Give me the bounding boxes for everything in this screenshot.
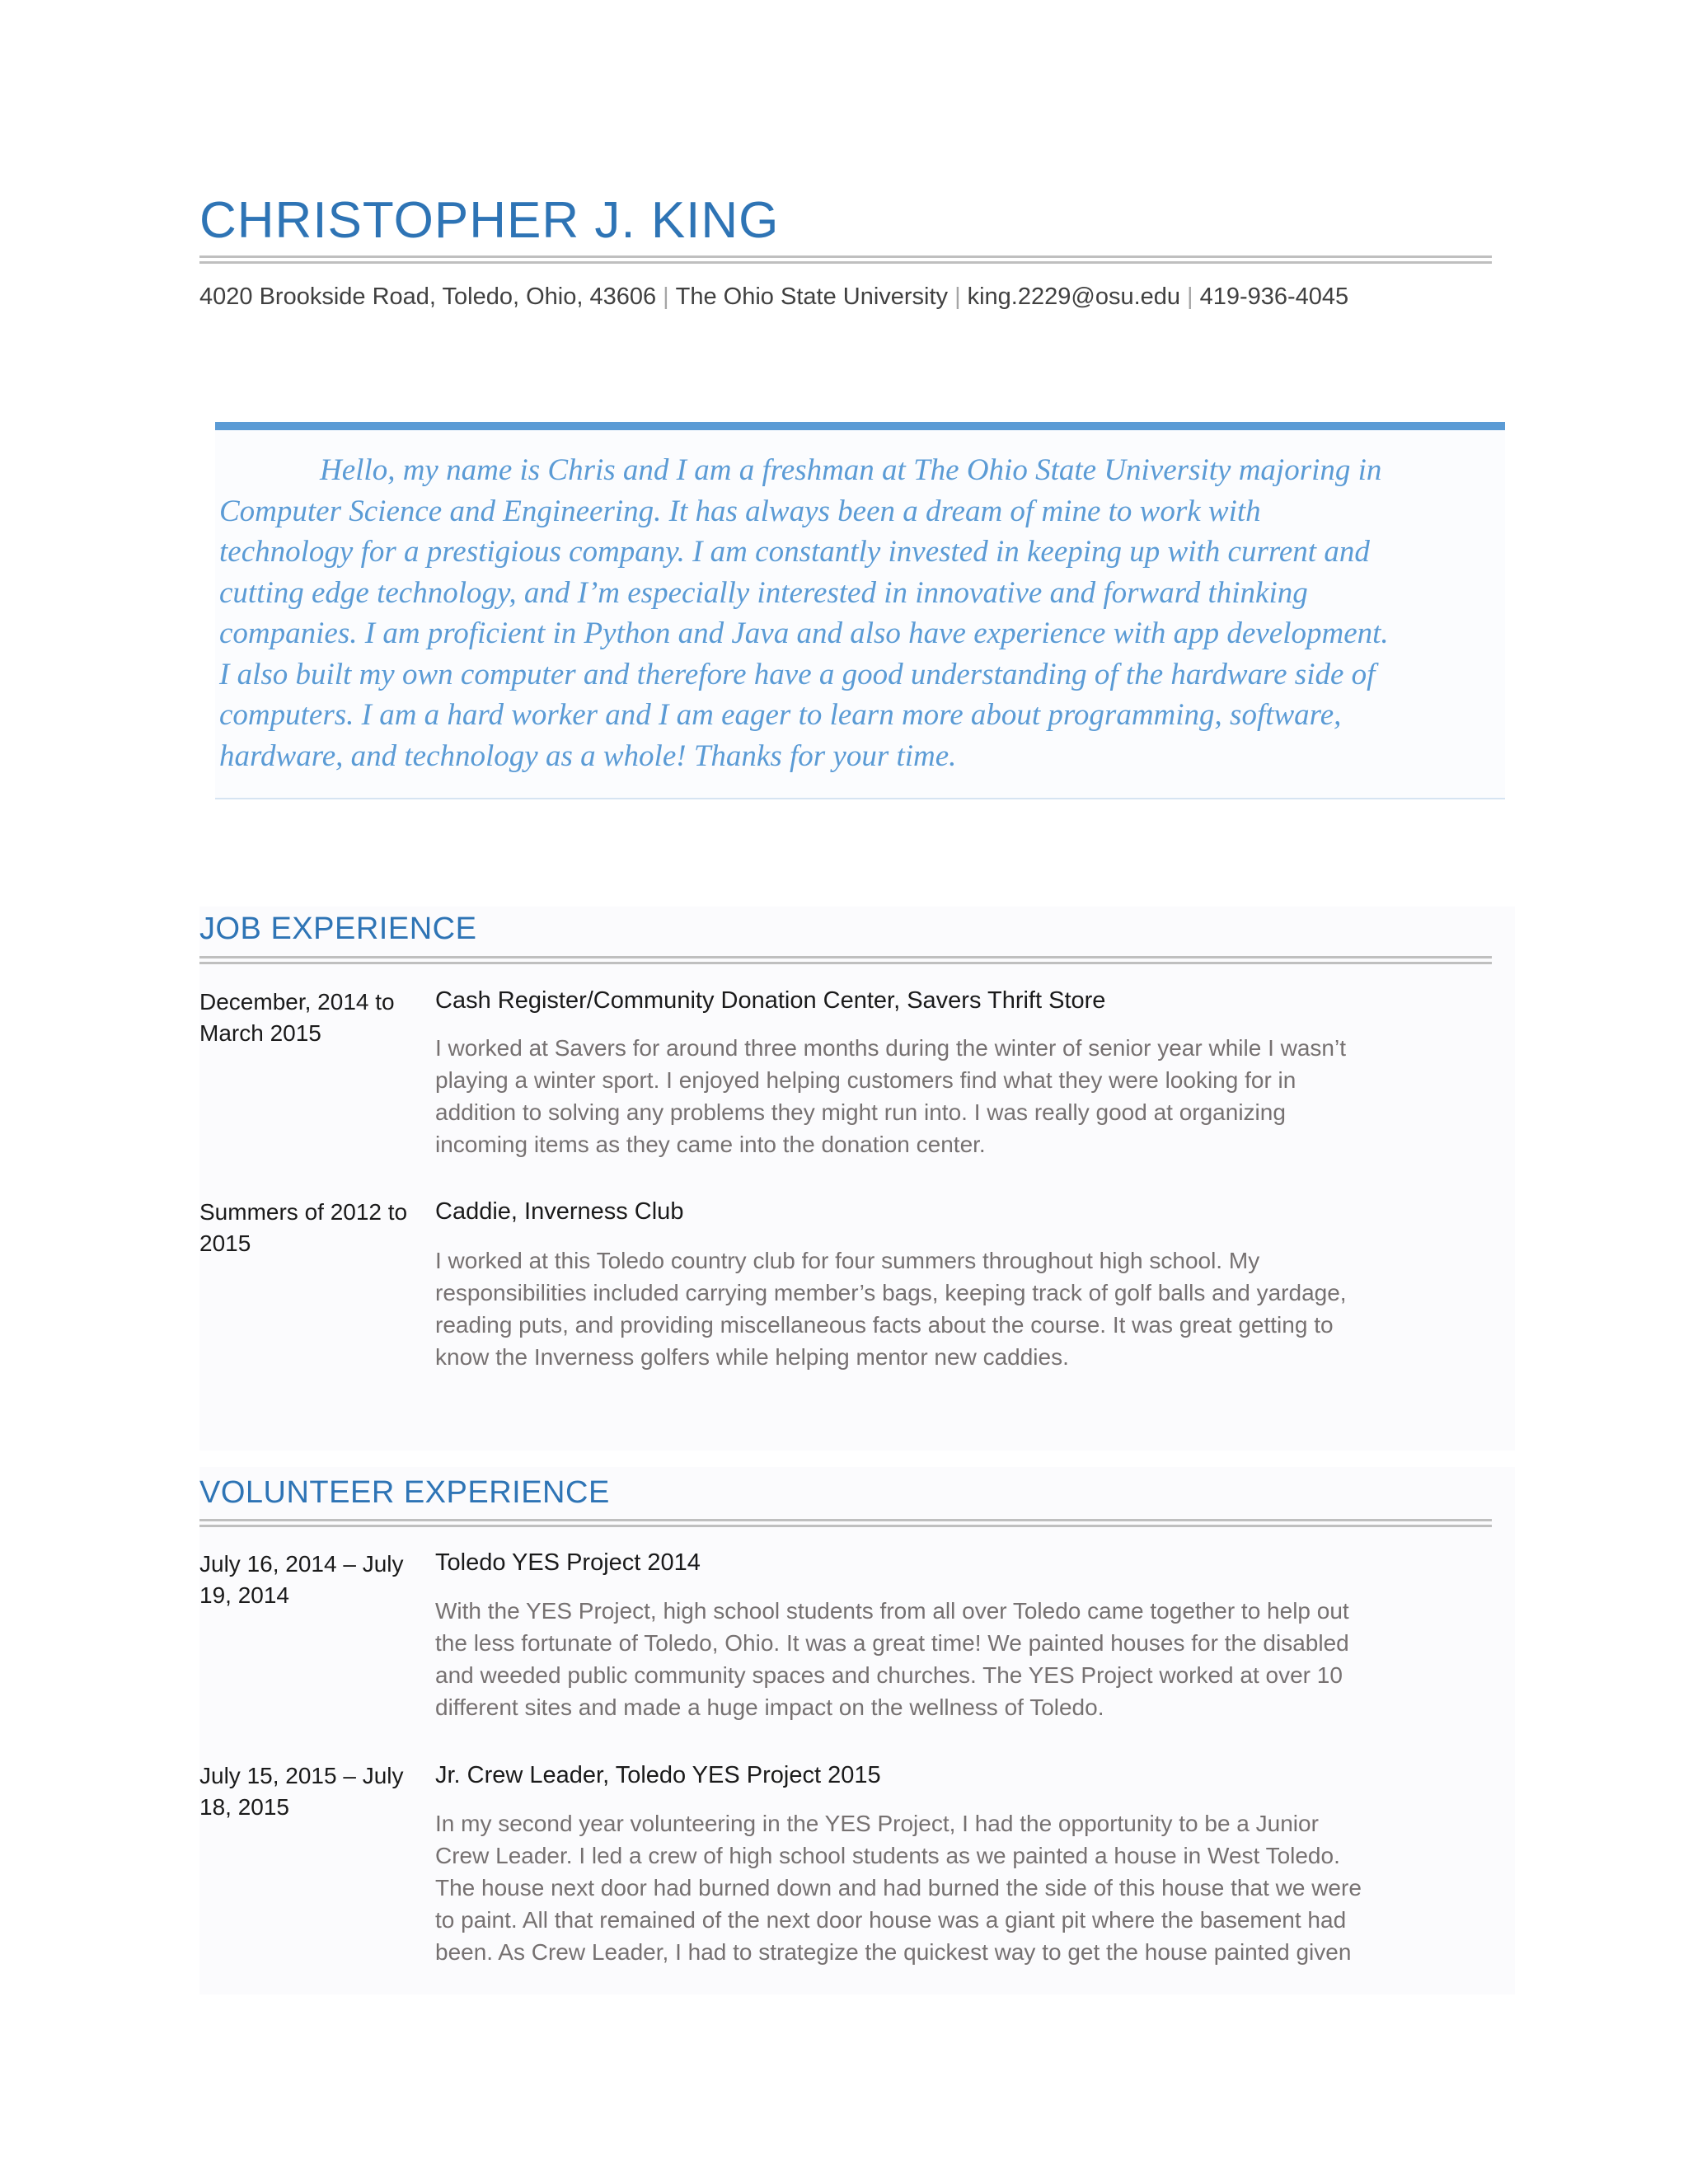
intro-line: companies. I am proficient in Python and Java and also have experience with app development. — [219, 616, 1389, 650]
contact-address: 4020 Brookside Road, Toledo, Ohio, 43606 — [199, 284, 657, 310]
volunteer-date — [199, 1549, 422, 1611]
intro-line: computers. I am a hard worker and I am eager to learn more about programming, software, — [219, 698, 1342, 732]
volunteer-section-divider — [199, 1519, 1492, 1527]
contact-line — [199, 284, 1348, 311]
job-title: Cash Register/Community Donation Center, Savers Thrift Store — [435, 987, 1106, 1014]
job-section-divider — [199, 956, 1492, 964]
desc-line: incoming items as they came into the donation center. — [435, 1132, 986, 1157]
contact-separator: | — [663, 284, 669, 310]
desc-line: I worked at this Toledo country club for four summers throughout high school. My — [435, 1248, 1260, 1273]
resume-name: CHRISTOPHER J. KING — [199, 192, 780, 249]
date-line: July 15, 2015 – July — [199, 1763, 404, 1788]
intro-line: cutting edge technology, and I’m especially interested in innovative and forward thinking — [219, 575, 1308, 610]
desc-line: responsibilities included carrying member’s bags, keeping track of golf balls and yardage, — [435, 1280, 1347, 1305]
intro-line: technology for a prestigious company. I am constantly invested in keeping up with current and — [219, 535, 1370, 569]
intro-line: I also built my own computer and therefore have a good understanding of the hardware side of — [219, 657, 1376, 691]
volunteer-title: Jr. Crew Leader, Toledo YES Project 2015 — [435, 1762, 881, 1788]
contact-school: The Ohio State University — [675, 284, 949, 310]
desc-line: Crew Leader. I led a crew of high school students as we painted a house in West Toledo. — [435, 1843, 1340, 1868]
job-date — [199, 1197, 422, 1259]
date-line: July 16, 2014 – July — [199, 1551, 404, 1577]
desc-line: The house next door had burned down and had burned the side of this house that we were — [435, 1875, 1362, 1900]
contact-separator: | — [1187, 284, 1193, 310]
date-line: Summers of 2012 to — [199, 1199, 408, 1225]
intro-line: hardware, and technology as a whole! Thanks for your time. — [219, 738, 957, 773]
intro-line: Computer Science and Engineering. It has always been a dream of mine to work with — [219, 494, 1261, 528]
date-line: 19, 2014 — [199, 1582, 289, 1608]
contact-phone: 419-936-4045 — [1199, 284, 1349, 310]
date-line: March 2015 — [199, 1020, 321, 1046]
desc-line: In my second year volunteering in the YES Project, I had the opportunity to be a Junior — [435, 1811, 1319, 1836]
intro-accent-bar — [215, 422, 1505, 430]
desc-line: playing a winter sport. I enjoyed helping customers find what they were looking for in — [435, 1067, 1296, 1093]
desc-line: reading puts, and providing miscellaneous facts about the course. It was great getting to — [435, 1312, 1334, 1338]
header-divider — [199, 255, 1492, 264]
job-experience-heading: JOB EXPERIENCE — [199, 912, 477, 946]
date-line: December, 2014 to — [199, 989, 395, 1015]
date-line: 18, 2015 — [199, 1794, 289, 1820]
date-line: 2015 — [199, 1230, 251, 1256]
desc-line: and weeded public community spaces and churches. The YES Project worked at over 10 — [435, 1662, 1343, 1688]
volunteer-experience-heading: VOLUNTEER EXPERIENCE — [199, 1475, 610, 1510]
desc-line: addition to solving any problems they might run into. I was really good at organizing — [435, 1099, 1286, 1125]
job-description — [435, 1244, 1441, 1373]
intro-paragraph — [219, 450, 1505, 776]
volunteer-description — [435, 1595, 1441, 1723]
volunteer-date — [199, 1760, 422, 1823]
desc-line: been. As Crew Leader, I had to strategize the quickest way to get the house painted given — [435, 1939, 1352, 1965]
job-title: Caddie, Inverness Club — [435, 1198, 684, 1225]
intro-line: Hello, my name is Chris and I am a freshman at The Ohio State University majoring in — [320, 453, 1382, 487]
desc-line: With the YES Project, high school students from all over Toledo came together to help out — [435, 1598, 1349, 1624]
job-date — [199, 987, 422, 1049]
contact-email[interactable]: king.2229@osu.edu — [967, 284, 1181, 310]
desc-line: know the Inverness golfers while helping mentor new caddies. — [435, 1344, 1069, 1370]
volunteer-description — [435, 1807, 1441, 1968]
desc-line: the less fortunate of Toledo, Ohio. It was a great time! We painted houses for the disabled — [435, 1630, 1349, 1656]
desc-line: to paint. All that remained of the next door house was a giant pit where the basement had — [435, 1907, 1347, 1933]
job-description — [435, 1032, 1441, 1160]
desc-line: different sites and made a huge impact on the wellness of Toledo. — [435, 1694, 1104, 1720]
contact-separator: | — [954, 284, 961, 310]
volunteer-title: Toledo YES Project 2014 — [435, 1549, 701, 1576]
desc-line: I worked at Savers for around three months during the winter of senior year while I wasn’t — [435, 1035, 1346, 1061]
